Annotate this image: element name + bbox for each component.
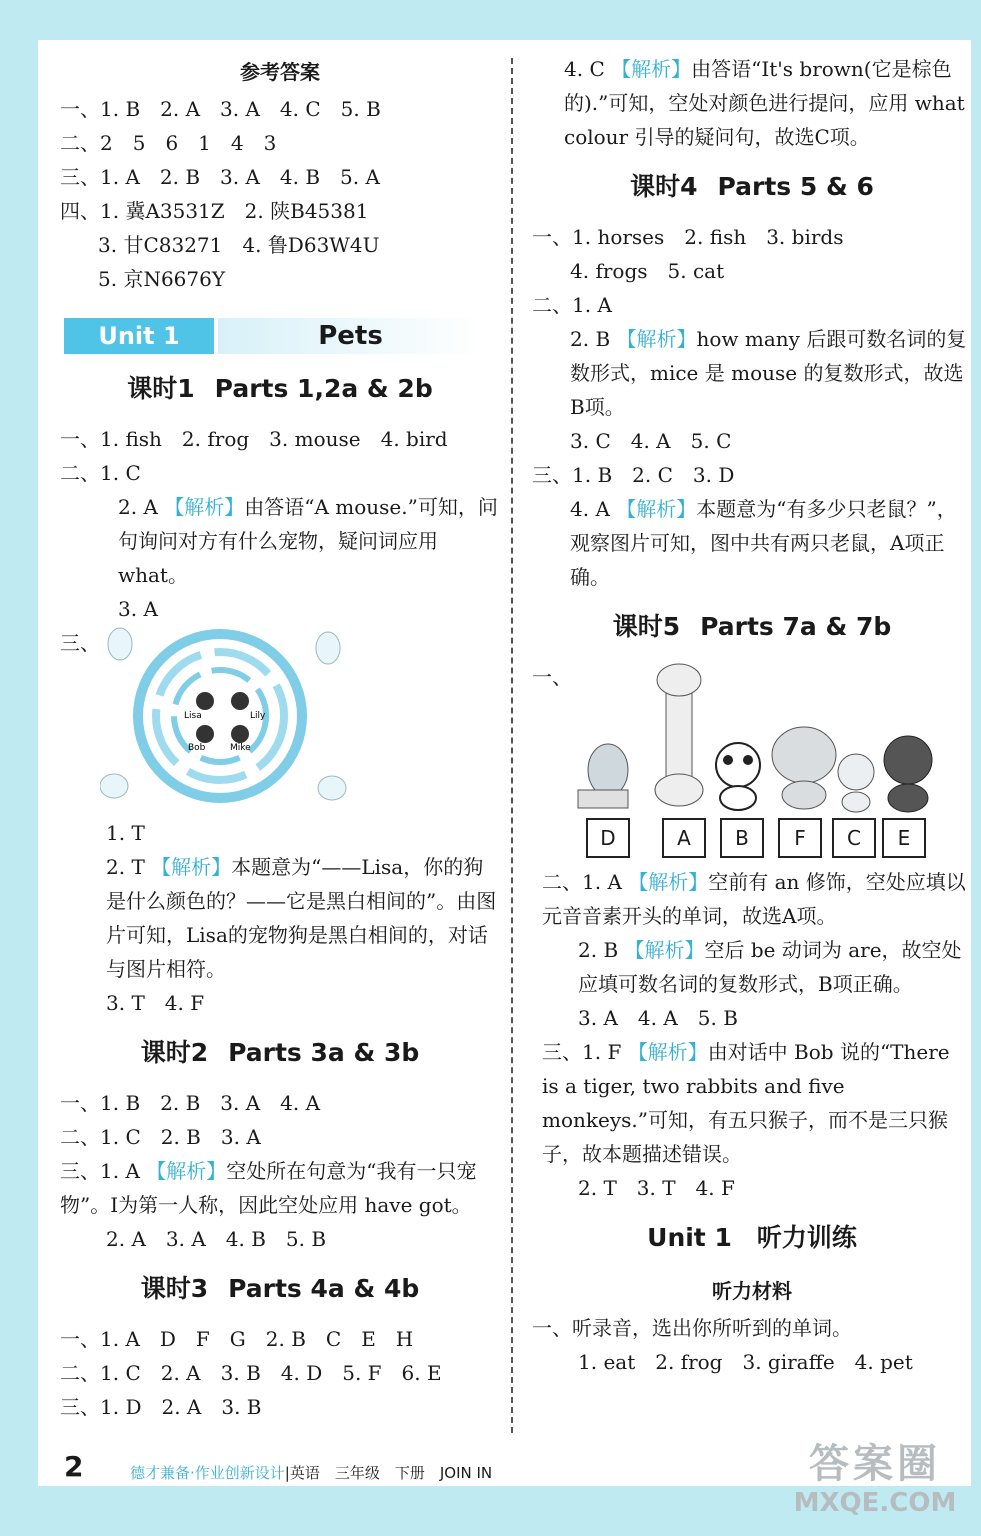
analysis-tag: 【解析】 — [146, 1159, 227, 1183]
item-number: 4. C — [564, 57, 605, 81]
answer-line: 3. T 4. F — [106, 991, 205, 1015]
answer-line: 一、1. B 2. B 3. A 4. A — [60, 1091, 321, 1115]
watermark-cn: 答案圈 — [809, 1441, 941, 1487]
item-number: 2. B — [578, 938, 619, 962]
answer-line: 三、1. A 2. B 3. A 4. B 5. A — [60, 165, 380, 189]
section-title-1 — [60, 366, 500, 412]
analysis-tag: 【解析】 — [628, 870, 709, 894]
lesson-label: 课时2 — [140, 1038, 209, 1067]
answer-box: D — [586, 818, 630, 858]
analysis-paragraph — [60, 1154, 500, 1222]
maze-ring-outer — [138, 634, 302, 798]
panda-icon — [716, 743, 760, 787]
page-frame-top — [0, 0, 981, 40]
column-divider — [511, 58, 513, 1433]
pet-bird-icon — [100, 774, 128, 798]
analysis-paragraph — [532, 865, 972, 933]
section-title-3 — [60, 1266, 500, 1312]
analysis-paragraph — [60, 850, 500, 986]
analysis-text: 由答语“It's brown(它是棕色的).”可知，空处对颜色进行提问，应用 what colour 引导的疑问句，故选C项。 — [564, 57, 965, 149]
listening-subtitle: 听力材料 — [712, 1279, 792, 1303]
analysis-tag: 【解析】 — [611, 57, 692, 81]
analysis-tag: 【解析】 — [616, 497, 697, 521]
answer-line: 2. T 3. T 4. F — [578, 1176, 735, 1200]
pet-dog-icon — [318, 776, 346, 800]
analysis-text: 本题意为“有多少只老鼠？”，观察图片可知，图中共有两只老鼠，A项正确。 — [570, 497, 957, 589]
right-column — [532, 52, 972, 1379]
answer-line: 3. A 4. A 5. B — [578, 1006, 738, 1030]
child-head-icon — [196, 692, 214, 710]
item-number: 2. A — [118, 495, 158, 519]
left-column — [60, 52, 500, 1424]
maze-illustration — [100, 626, 360, 816]
lesson-label: 课时1 — [127, 374, 195, 403]
parrot-icon — [588, 744, 628, 796]
child-head-icon — [231, 725, 249, 743]
analysis-text: 空处所在句意为“我有一只宠物”。I为第一人称，因此空处应用 have got。 — [60, 1159, 477, 1217]
answer-line: 一、1. fish 2. frog 3. mouse 4. bird — [60, 427, 448, 451]
answer-line: 3. A — [118, 597, 158, 621]
answer-line: 1. T — [106, 821, 145, 845]
zoo-figure — [532, 660, 972, 865]
answer-box: B — [720, 818, 764, 858]
analysis-tag: 【解析】 — [151, 855, 232, 879]
lesson-parts: Parts 7a & 7b — [700, 612, 892, 641]
answer-box: C — [832, 818, 876, 858]
analysis-paragraph — [532, 1035, 972, 1171]
analysis-text: 本题意为“——Lisa，你的狗是什么颜色的？——它是黑白相间的”。由图片可知，Lisa的宠物狗是黑白相间的，对话与图片相符。 — [106, 855, 497, 981]
lesson-parts: Parts 1,2a & 2b — [214, 374, 433, 403]
answer-line: 3. C 4. A 5. C — [570, 429, 732, 453]
footer-brand: 德才兼备·作业创新设计 — [130, 1464, 285, 1482]
answer-line: 四、1. 冀A3531Z 2. 陕B45381 — [60, 199, 369, 223]
pet-rabbit-icon — [108, 628, 132, 660]
answer-line: 二、1. C 2. B 3. A — [60, 1125, 261, 1149]
analysis-paragraph — [60, 490, 500, 592]
item-number: 二、1. A — [542, 870, 622, 894]
footer-text — [130, 1462, 492, 1483]
lesson-label: 课时5 — [612, 612, 681, 641]
elephant-icon — [772, 727, 836, 783]
zoo-animals-illustration — [568, 660, 968, 820]
maze-name-lisa: Lisa — [184, 711, 202, 721]
answer-line: 二、2 5 6 1 4 3 — [60, 131, 277, 155]
unit-label: Unit 1 — [64, 318, 214, 354]
analysis-paragraph — [532, 322, 972, 424]
page-number: 2 — [64, 1450, 84, 1483]
answer-line: 三、1. D 2. A 3. B — [60, 1395, 262, 1419]
analysis-text: 空后 be 动词为 are，故空处应填可数名词的复数形式，B项正确。 — [578, 938, 962, 996]
child-head-icon — [196, 725, 214, 743]
maze-name-mike: Mike — [230, 743, 251, 753]
pet-cat-icon — [316, 632, 340, 664]
unit-banner — [64, 318, 500, 356]
answer-line: 1. eat 2. frog 3. giraffe 4. pet — [578, 1350, 913, 1374]
listening-question: 一、听录音，选出你所听到的单词。 — [532, 1316, 852, 1340]
answer-line: 一、1. A D F G 2. B C E H — [60, 1327, 414, 1351]
page-frame-left — [0, 0, 38, 1536]
giraffe-body-icon — [655, 774, 703, 806]
analysis-paragraph — [532, 52, 972, 154]
question-label: 一、 — [532, 665, 572, 689]
analysis-tag: 【解析】 — [624, 938, 705, 962]
watermark — [780, 1440, 970, 1530]
answer-box: A — [662, 818, 706, 858]
answer-box: E — [882, 818, 926, 858]
item-number: 4. A — [570, 497, 610, 521]
section-title-4 — [532, 164, 972, 210]
question-label: 三、 — [60, 631, 100, 655]
item-number: 2. B — [570, 327, 611, 351]
answer-line: 5. 京N6676Y — [98, 267, 226, 291]
analysis-paragraph — [532, 492, 972, 594]
watermark-en: MXQE.COM — [793, 1488, 957, 1518]
analysis-tag: 【解析】 — [616, 327, 697, 351]
analysis-tag: 【解析】 — [164, 495, 245, 519]
unit-name: Pets — [218, 318, 483, 354]
analysis-text: 空前有 an 修饰，空处应填以元音音素开头的单词，故选A项。 — [542, 870, 966, 928]
giraffe-head-icon — [657, 664, 701, 696]
lesson-parts: Parts 4a & 4b — [228, 1274, 420, 1303]
analysis-paragraph — [532, 933, 972, 1001]
lesson-parts: Parts 3a & 3b — [228, 1038, 420, 1067]
analysis-text: how many 后跟可数名词的复数形式，mice 是 mouse 的复数形式，故选B项。 — [570, 327, 967, 419]
maze-figure — [60, 626, 500, 816]
answers-title: 参考答案 — [240, 60, 320, 84]
answer-line: 一、1. horses 2. fish 3. birds — [532, 225, 844, 249]
item-number: 2. T — [106, 855, 145, 879]
analysis-text: 由对话中 Bob 说的“There is a tiger, two rabbits and five monkeys.”可知，有五只猴子，而不是三只猴子，故本题描述错误。 — [542, 1040, 950, 1166]
lesson-label: 课时4 — [630, 172, 698, 201]
maze-name-lily: Lily — [250, 711, 266, 721]
maze-name-bob: Bob — [188, 743, 206, 753]
answer-line: 2. A 3. A 4. B 5. B — [106, 1227, 327, 1251]
lesson-parts: Parts 5 & 6 — [717, 172, 874, 201]
answer-line: 3. 甘C83271 4. 鲁D63W4U — [98, 233, 380, 257]
section-title-5 — [532, 604, 972, 650]
analysis-tag: 【解析】 — [627, 1040, 708, 1064]
item-number: 三、1. F — [542, 1040, 622, 1064]
answer-box: F — [778, 818, 822, 858]
analysis-text: 由答语“A mouse.”可知，问句询问对方有什么宠物，疑问词应用 what。 — [118, 495, 498, 587]
lesson-label: 课时3 — [140, 1274, 209, 1303]
footer-info: |英语 三年级 下册 JOIN IN — [284, 1464, 493, 1482]
parrot-stand — [578, 790, 628, 808]
child-head-icon — [231, 692, 249, 710]
answer-line: 二、1. A — [532, 293, 612, 317]
answer-line: 一、1. B 2. A 3. A 4. C 5. B — [60, 97, 381, 121]
page-frame-right — [971, 0, 981, 1536]
answer-line: 二、1. C — [60, 461, 141, 485]
bear-icon — [884, 736, 932, 784]
answer-line: 4. frogs 5. cat — [570, 259, 725, 283]
listening-title: Unit 1 听力训练 — [647, 1223, 857, 1252]
monkey-icon — [838, 754, 874, 790]
answer-line: 三、1. B 2. C 3. D — [532, 463, 735, 487]
item-number: 三、1. A — [60, 1159, 140, 1183]
section-title-2 — [60, 1030, 500, 1076]
answer-line: 二、1. C 2. A 3. B 4. D 5. F 6. E — [60, 1361, 442, 1385]
